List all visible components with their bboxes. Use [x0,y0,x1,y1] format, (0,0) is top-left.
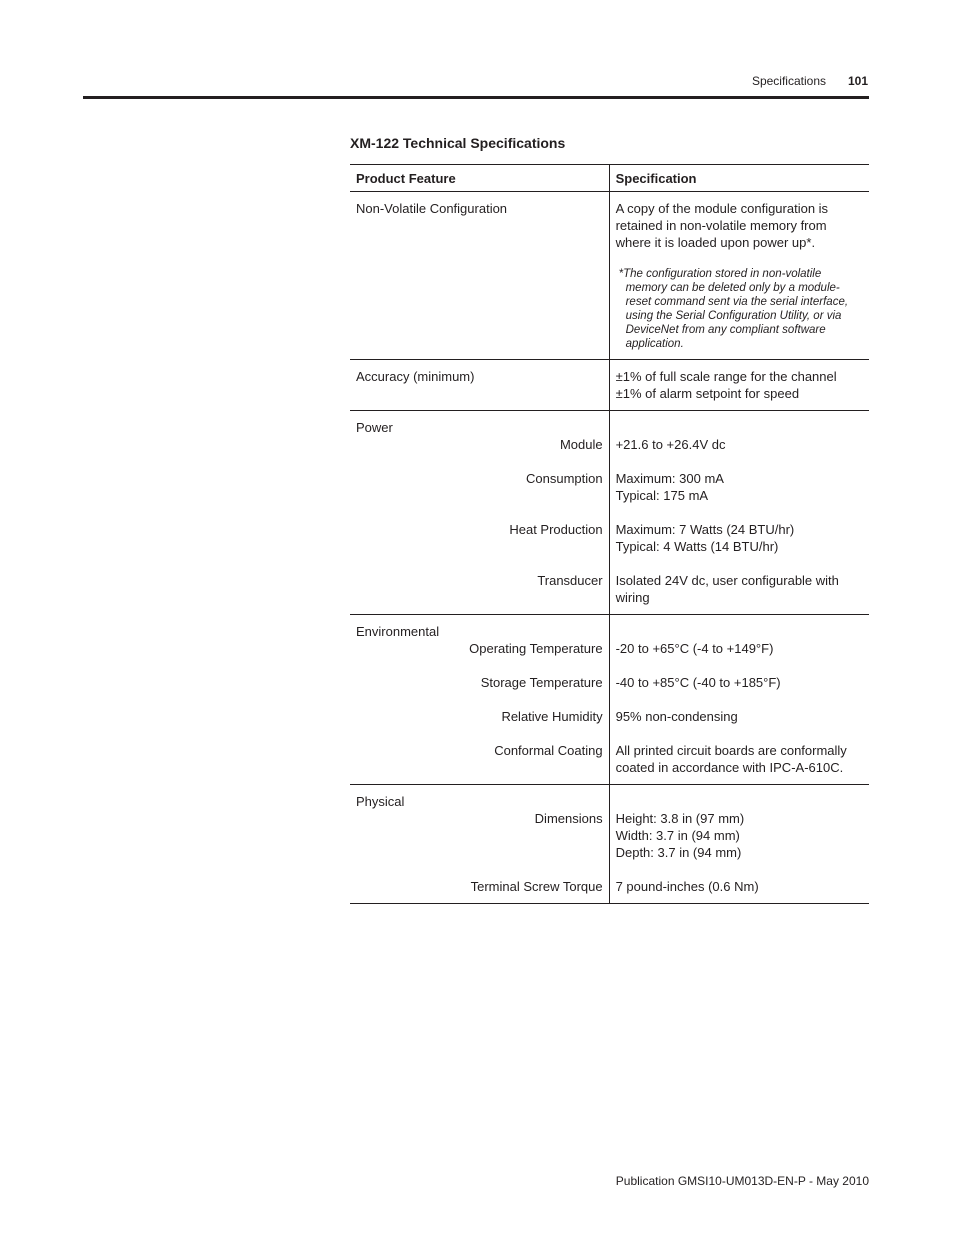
page-number: 101 [847,74,868,88]
sub-feature-label: Operating Temperature [469,641,603,656]
table-header-row [350,165,869,192]
feature-label: Accuracy (minimum) [356,369,475,384]
table-title: XM-122 Technical Specifications [350,135,566,151]
spec-value: Depth: 3.7 in (94 mm) [615,845,742,860]
spec-value: -40 to +85°C (-40 to +185°F) [615,675,781,690]
spec-value: A copy of the module configuration is retained in non-volatile memory from where it is loaded upon power up*. [615,201,829,250]
spec-value: 7 pound-inches (0.6 Nm) [615,879,759,894]
sub-feature-label: Transducer [537,573,603,588]
spec-value: 95% non-condensing [615,709,738,724]
group-label: Power [356,420,393,435]
column-header-specification: Specification [609,165,869,192]
spec-value: Typical: 4 Watts (14 BTU/hr) [615,539,779,554]
spec-value: All printed circuit boards are conformally coated in accordance with IPC-A-610C. [615,743,847,775]
table-row [350,192,869,360]
sub-feature-label: Heat Production [509,522,603,537]
specifications-table [350,164,869,904]
spec-value: +21.6 to +26.4V dc [615,437,726,452]
spec-value: -20 to +65°C (-4 to +149°F) [615,641,774,656]
spec-value: Isolated 24V dc, user configurable with wiring [615,573,839,605]
header-rule [83,96,869,99]
spec-value: Width: 3.7 in (94 mm) [615,828,740,843]
sub-feature-label: Storage Temperature [480,675,603,690]
sub-feature-label: Terminal Screw Torque [470,879,603,894]
spec-value: ±1% of alarm setpoint for speed [615,386,800,401]
spec-value: Maximum: 300 mA [615,471,724,486]
table-row [350,360,869,411]
group-label: Physical [356,794,405,809]
spec-value: Maximum: 7 Watts (24 BTU/hr) [615,522,795,537]
table-row [350,411,869,615]
column-header-feature: Product Feature [350,165,609,192]
sub-feature-label: Dimensions [534,811,603,826]
sub-feature-label: Conformal Coating [494,743,603,758]
running-header-section: Specifications [751,74,826,88]
spec-value: ±1% of full scale range for the channel [615,369,837,384]
spec-value: Height: 3.8 in (97 mm) [615,811,745,826]
sub-feature-label: Relative Humidity [501,709,603,724]
feature-label: Non-Volatile Configuration [356,201,508,216]
group-label: Environmental [356,624,440,639]
footnote: *The configuration stored in non-volatile memory can be deleted only by a module-reset command sent via the serial interface, using the Serial Configuration Utility, or via DeviceNet from any compliant software application. [618,268,849,350]
sub-feature-label: Module [559,437,603,452]
table-row [350,615,869,785]
spec-value: Typical: 175 mA [615,488,709,503]
sub-feature-label: Consumption [525,471,603,486]
publication-footer: Publication GMSI10-UM013D-EN-P - May 2010 [615,1174,869,1188]
table-row [350,785,869,904]
